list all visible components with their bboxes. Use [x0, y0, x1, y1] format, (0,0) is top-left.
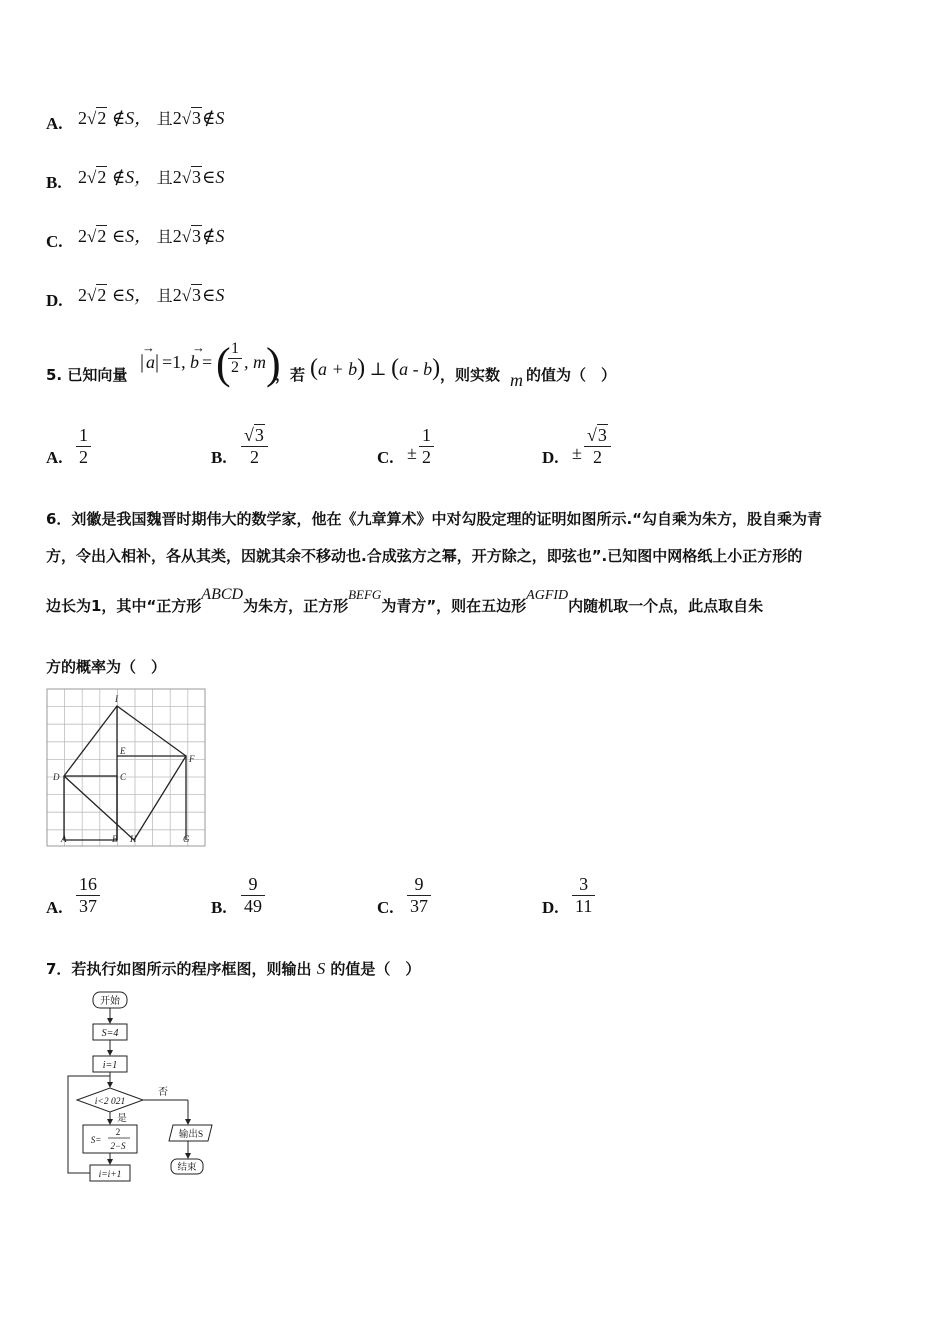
option-label: D. — [46, 291, 63, 310]
flow-update-i: i=i+1 — [98, 1170, 122, 1180]
q6-line3d: 内随机取一个点，此点取自朱 — [568, 597, 764, 615]
q6-line1: 6．刘徽是我国魏晋时期伟大的数学家，他在《九章算术》中对勾股定理的证明如图所示.“勾自乘为朱方，股自乘为青 — [46, 510, 822, 528]
q5-abs-a: a — [146, 352, 155, 372]
q6-pentagon-agfid: AGFID — [526, 588, 569, 603]
flow-init-s: S=4 — [101, 1028, 119, 1039]
coef: 2 — [78, 108, 87, 128]
relation: ∈ — [111, 285, 126, 305]
and-word: 且 — [156, 286, 173, 305]
q5-vec-b: b — [190, 352, 199, 372]
q5-text1: 已知向量 — [67, 366, 128, 384]
q5-perp-sym: ⊥ — [369, 359, 387, 379]
and-word: 且 — [156, 109, 173, 128]
q5-perp: (a + b) ⊥ (a - b) — [310, 355, 441, 381]
label-d: D — [53, 772, 60, 782]
flow-start: 开始 — [100, 996, 120, 1007]
abs-bar-right: | — [155, 351, 160, 373]
q5-text3: ，则实数 — [440, 366, 501, 384]
set-s: S， — [125, 285, 153, 305]
coef: 2 — [172, 167, 182, 187]
radicand: 2 — [97, 285, 107, 305]
flow-update-s-prefix: S= — [90, 1135, 102, 1145]
option-fraction — [584, 425, 611, 467]
option-label: C. — [46, 232, 63, 251]
square-abcd — [64, 776, 117, 840]
set-s: S — [215, 226, 225, 246]
relation: ∈ — [202, 167, 216, 187]
label-g: G — [183, 834, 190, 844]
and-word: 且 — [156, 227, 173, 246]
set-s: S， — [125, 226, 153, 246]
numerator: √3 — [241, 425, 268, 447]
option-label: B. — [46, 173, 62, 192]
coef: 2 — [78, 226, 87, 246]
q5-text4: 的值为（ ） — [526, 366, 617, 384]
relation: ∉ — [111, 167, 126, 187]
coef: 2 — [172, 108, 182, 128]
option-label: D. — [542, 898, 559, 917]
option-fraction — [572, 874, 595, 916]
paren-left: ( — [216, 339, 231, 388]
denominator: 2 — [592, 446, 602, 467]
q7-flowchart — [60, 988, 230, 1198]
denominator: 11 — [575, 895, 593, 916]
and-word: 且 — [156, 168, 173, 187]
option-expression: 2√2 ∉S， 且2√3∉S — [78, 108, 225, 128]
q5-perp-right: a - b — [399, 359, 433, 379]
option-label: A. — [46, 898, 63, 917]
option-label: A. — [46, 448, 63, 467]
q7-stem — [46, 958, 420, 979]
numerator: 1 — [419, 425, 434, 447]
relation: ∉ — [202, 108, 216, 128]
option-expression: 2√2 ∈S， 且2√3∉S — [78, 226, 225, 246]
option-label: C. — [377, 448, 394, 467]
abs-bar-left: | — [140, 351, 145, 373]
option-fraction — [76, 425, 91, 467]
flow-update-s-den: 2−S — [110, 1141, 126, 1151]
relation: ∈ — [111, 226, 126, 246]
numerator: 3 — [572, 874, 595, 896]
q7-text2: 的值是（ ） — [330, 960, 421, 978]
option-fraction — [407, 874, 431, 916]
q5-number: 5. — [46, 366, 63, 384]
q7-text1: 7．若执行如图所示的程序框图，则输出 — [46, 960, 312, 978]
radicand: 3 — [192, 226, 202, 246]
numerator: 9 — [407, 874, 431, 896]
q5-m-inner: , m — [244, 352, 266, 372]
flow-yes-label: 是 — [117, 1114, 127, 1124]
label-a: A — [61, 834, 67, 844]
radicand: 3 — [192, 108, 202, 128]
option-fraction — [241, 425, 268, 467]
q5-var-m: m — [510, 370, 523, 390]
numerator: 1 — [76, 425, 91, 447]
option-expression: 2√2 ∈S， 且2√3∈S — [78, 285, 225, 305]
q5-half — [228, 340, 242, 378]
vector-arrow-b: → — [192, 340, 205, 355]
denominator: 37 — [410, 895, 428, 916]
q5-stem — [46, 364, 127, 385]
label-c: C — [120, 772, 127, 782]
relation: ∉ — [111, 108, 126, 128]
set-s: S — [215, 285, 225, 305]
q5-perp-left: a + b — [318, 359, 358, 379]
q6-line4: 方的概率为（ ） — [46, 658, 167, 676]
radicand: 2 — [97, 108, 107, 128]
plus-minus: ± — [572, 443, 582, 463]
denominator: 37 — [79, 895, 97, 916]
relation: ∉ — [202, 226, 216, 246]
relation: ∈ — [202, 285, 216, 305]
numerator: 16 — [76, 874, 100, 896]
radicand: 3 — [192, 167, 202, 187]
label-f: F — [189, 754, 195, 764]
flow-init-i: i=1 — [102, 1060, 118, 1071]
q5-half-num: 1 — [228, 340, 242, 359]
coef: 2 — [78, 285, 87, 305]
flow-output: 输出S — [178, 1130, 204, 1140]
flow-condition: i<2 021 — [94, 1097, 126, 1107]
q6-square-abcd: ABCD — [201, 586, 244, 603]
radicand: 2 — [97, 226, 107, 246]
q6-line3b: 为朱方，正方形 — [243, 597, 349, 615]
set-s: S， — [125, 167, 153, 187]
flow-update-s-num: 2 — [115, 1127, 121, 1137]
q5-half-den: 2 — [231, 359, 239, 377]
label-h: H — [130, 834, 137, 844]
q5-eq2: = — [202, 352, 213, 372]
paren-right: ) — [266, 339, 281, 388]
denominator: 49 — [244, 895, 262, 916]
denominator: 2 — [79, 446, 88, 467]
q6-grid-figure — [46, 688, 208, 850]
q5-text2: ，若 — [275, 366, 306, 384]
option-label: A. — [46, 114, 63, 133]
plus-minus: ± — [407, 443, 417, 463]
numerator: 9 — [241, 874, 265, 896]
coef: 2 — [172, 226, 182, 246]
square-befg — [117, 756, 186, 840]
vector-arrow-a: → — [142, 340, 155, 355]
set-s: S， — [125, 108, 153, 128]
label-b: B — [112, 834, 118, 844]
option-fraction — [76, 874, 100, 916]
flow-end: 结束 — [177, 1163, 197, 1173]
flow-no-label: 否 — [158, 1087, 168, 1098]
q6-square-befg: BEFG — [348, 587, 382, 602]
option-expression: 2√2 ∉S， 且2√3∈S — [78, 167, 225, 187]
set-s: S — [215, 108, 225, 128]
denominator: 2 — [422, 446, 431, 467]
q6-line3a: 边长为1，其中“正方形 — [46, 597, 202, 615]
coef: 2 — [78, 167, 87, 187]
option-label: C. — [377, 898, 394, 917]
q6-line3c: 为青方”，则在五边形 — [381, 597, 527, 615]
radicand: 3 — [192, 285, 202, 305]
option-fraction — [419, 425, 434, 467]
q7-var-s: S — [316, 959, 326, 978]
option-label: B. — [211, 898, 227, 917]
coef: 2 — [172, 285, 182, 305]
option-label: D. — [542, 448, 559, 467]
denominator: 2 — [249, 446, 259, 467]
option-label: B. — [211, 448, 227, 467]
q5-eq1: =1, — [162, 352, 186, 372]
set-s: S — [215, 167, 225, 187]
q6-line2: 方，令出入相补，各从其类，因就其余不移动也.合成弦方之幂，开方除之，即弦也”.已知图中网格纸上小正方形的 — [46, 547, 803, 565]
label-i: I — [115, 694, 118, 704]
q6-line3 — [46, 586, 764, 616]
radicand: 2 — [97, 167, 107, 187]
option-fraction — [241, 874, 265, 916]
label-e: E — [120, 746, 126, 756]
numerator: √3 — [584, 425, 611, 447]
